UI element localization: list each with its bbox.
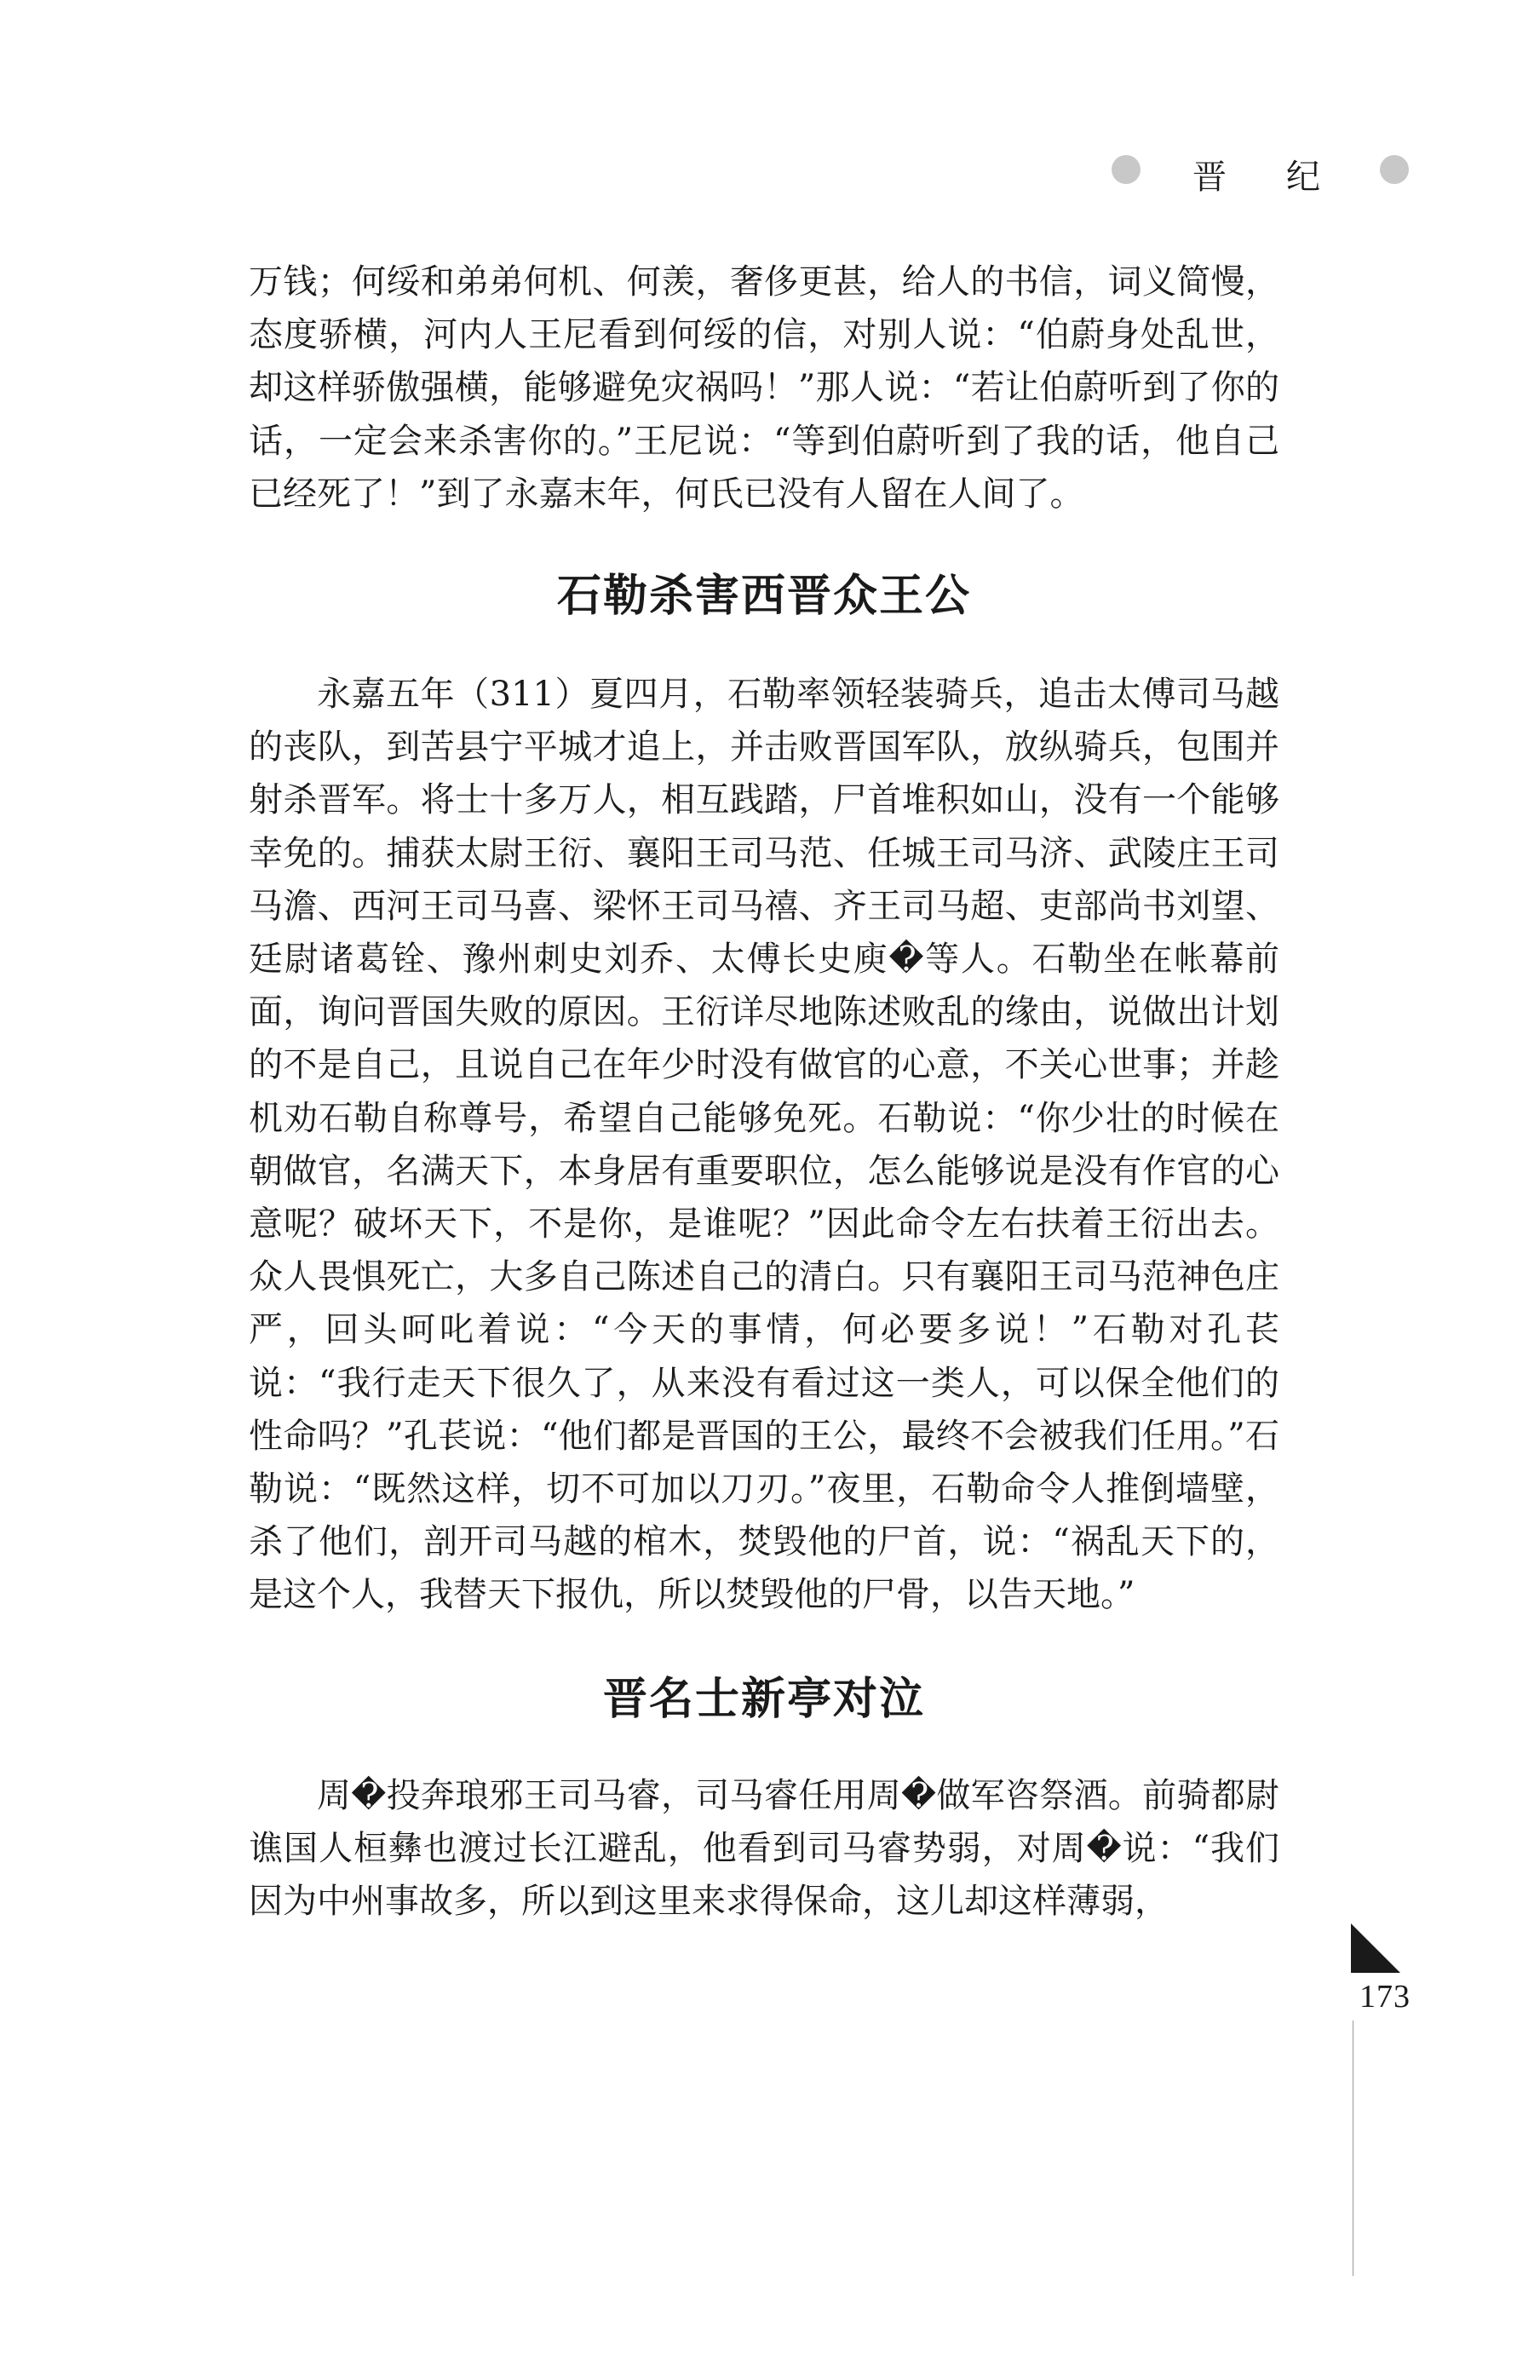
- section-heading-1: 石勒杀害西晋众王公: [556, 571, 971, 623]
- page-corner-triangle-icon: [1351, 1923, 1400, 1973]
- page-number: 173: [1359, 1979, 1411, 2015]
- section-heading-2: 晋名士新亭对泣: [602, 1673, 925, 1725]
- header-dot-left-icon: [1112, 155, 1141, 184]
- header-dot-right-icon: [1380, 155, 1409, 184]
- paragraph-section-1: 永嘉五年（311）夏四月，石勒率领轻装骑兵，追击太傅司马越的丧队，到苦县宁平城才追上，并击败晋国军队，放纵骑兵，包围并射杀晋军。将士十多万人，相互践踏，尸首堆积如山，没有一个能够幸免的。捕获太尉王衍、襄阳王司马范、任城王司马济、武陵庄王司马澹、西河王司马喜、梁怀王司马禧、齐王司马超、吏部尚书刘望、廷尉诸葛铨、豫州刺史刘乔、太傅长史庾�等人。石勒坐在帐幕前面，询问晋国失败的原因。王衍详尽地陈述败乱的缘由，说做出计划的不是自己，且说自己在年少时没有做官的心意，不关心世事；并趁机劝石勒自称尊号，希望自己能够免死。石勒说：“你少壮的时候在朝做官，名满天下，本身居有重要职位，怎么能够说是没有作官的心意呢？破坏天下，不是你，是谁呢？”因此命令左右扶着王衍出去。众人畏惧死亡，大多自己陈述自己的清白。只有襄阳王司马范神色庄严，回头呵叱着说：“今天的事情，何必要多说！”石勒对孔苌说：“我行走天下很久了，从来没有看过这一类人，可以保全他们的性命吗？”孔苌说：“他们都是晋国的王公，最终不会被我们任用。”石勒说：“既然这样，切不可加以刀刃。”夜里，石勒命令人推倒墙壁，杀了他们，剖开司马越的棺木，焚毁他的尸首，说：“祸乱天下的，是这个人，我替天下报仇，所以焚毁他的尸骨，以告天地。”: [249, 675, 1279, 1615]
- paragraph-continued: 万钱；何绥和弟弟何机、何羡，奢侈更甚，给人的书信，词义简慢，态度骄横，河内人王尼看到何绥的信，对别人说：“伯蔚身处乱世，却这样骄傲强横，能够避免灾祸吗！”那人说：“若让伯蔚听到了你的话，一定会来杀害你的。”王尼说：“等到伯蔚听到了我的话，他自己已经死了！”到了永嘉末年，何氏已没有人留在人间了。: [249, 262, 1279, 514]
- page-body: [249, 256, 1279, 1928]
- running-header: [1107, 145, 1431, 196]
- paragraph-section-2: 周�投奔琅邪王司马睿，司马睿任用周�做军咨祭酒。前骑都尉谯国人桓彝也渡过长江避乱，他看到司马睿势弱，对周�说：“我们因为中州事故多，所以到这里来求得保命，这儿却这样薄弱，: [249, 1775, 1279, 1922]
- running-head-title: 晋纪: [1192, 158, 1380, 197]
